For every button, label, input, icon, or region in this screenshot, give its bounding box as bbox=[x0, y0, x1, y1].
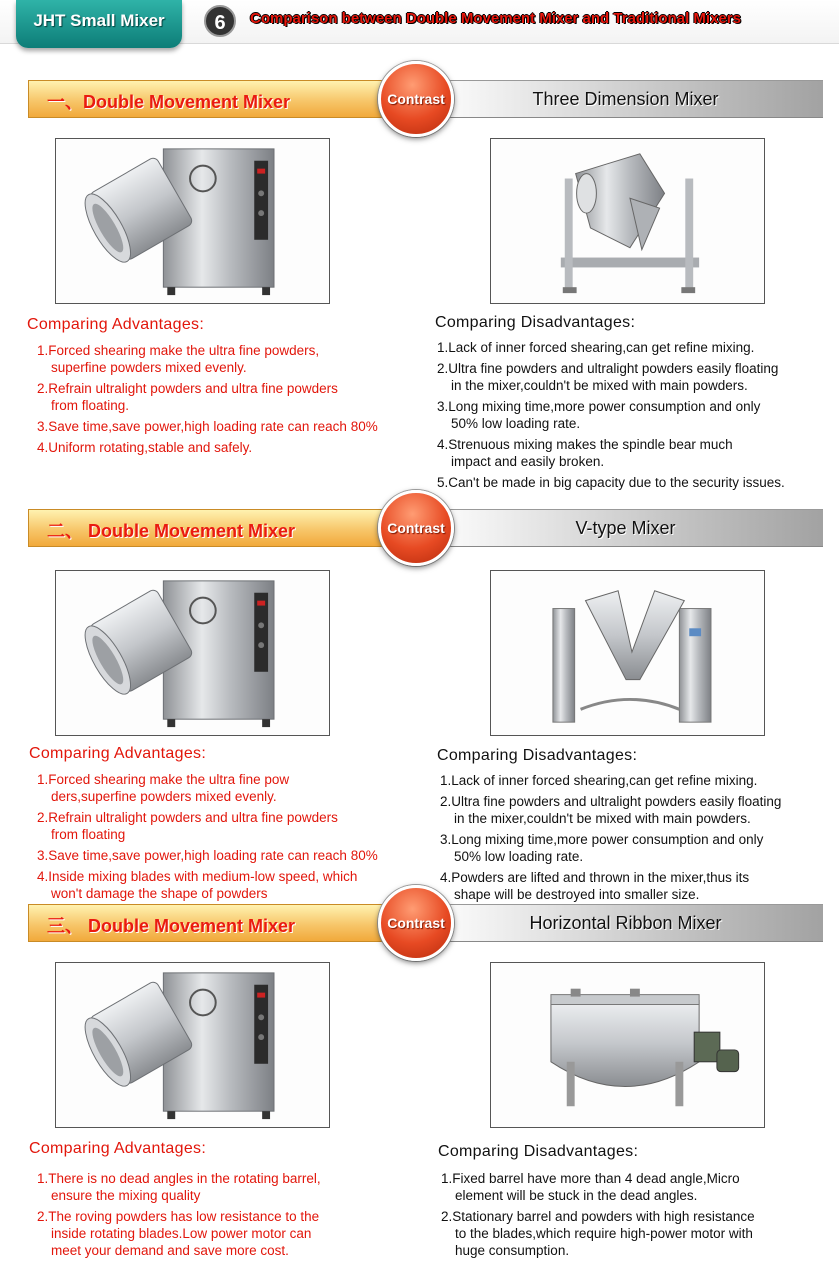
contrast-badge: Contrast bbox=[378, 490, 454, 566]
list-item: 4.Strenuous mixing makes the spindle bear much impact and easily broken. bbox=[437, 437, 733, 469]
disadvantages-list bbox=[440, 772, 781, 907]
section-1-left-bar bbox=[28, 80, 393, 118]
top-header bbox=[0, 0, 839, 44]
advantages-heading: Comparing Advantages: bbox=[29, 745, 207, 762]
list-item: 1.Forced shearing make the ultra fine powders, superfine powders mixed evenly. bbox=[37, 343, 320, 375]
contrast-badge: Contrast bbox=[378, 885, 454, 961]
list-item: 3.Long mixing time,more power consumption and only 50% low loading rate. bbox=[440, 832, 764, 864]
advantages-heading: Comparing Advantages: bbox=[29, 1140, 207, 1157]
list-item: 1.Fixed barrel have more than 4 dead angle,Micro element will be stuck in the dead angles. bbox=[441, 1171, 740, 1203]
disadvantages-heading: Comparing Disadvantages: bbox=[437, 747, 638, 764]
horizontal-ribbon-mixer-photo bbox=[490, 962, 765, 1128]
brand-tab: JHT Small Mixer bbox=[16, 0, 182, 48]
section-bar-1 bbox=[28, 80, 823, 118]
section-3-right-label: Horizontal Ribbon Mixer bbox=[529, 913, 722, 933]
section-3-left-bar bbox=[28, 904, 393, 942]
section-2-right-bar bbox=[428, 509, 823, 547]
section-2-left-label: 二、 Double Movement Mixer bbox=[47, 521, 296, 541]
page-title: Comparison between Double Movement Mixer and Traditional Mixers bbox=[250, 10, 741, 27]
section-2-left-bar bbox=[28, 509, 393, 547]
disadvantages-heading: Comparing Disadvantages: bbox=[438, 1143, 639, 1160]
section-bar-2 bbox=[28, 509, 823, 547]
disadvantages-list bbox=[437, 339, 785, 495]
list-item: 5.Can't be made in big capacity due to the security issues. bbox=[437, 475, 785, 490]
disadvantages-list bbox=[441, 1170, 755, 1259]
list-item: 3.Save time,save power,high loading rate can reach 80% bbox=[37, 419, 378, 434]
list-item: 2.Refrain ultralight powders and ultra fine powders from floating bbox=[37, 810, 338, 842]
section-bar-3 bbox=[28, 904, 823, 942]
advantages-list bbox=[37, 342, 378, 460]
list-item: 1.Forced shearing make the ultra fine pow ders,superfine powders mixed evenly. bbox=[37, 772, 290, 804]
list-item: 2.Ultra fine powders and ultralight powders easily floating in the mixer,couldn't be mixed with main powders. bbox=[437, 361, 779, 393]
v-type-mixer-photo bbox=[490, 570, 765, 736]
list-item: 4.Uniform rotating,stable and safely. bbox=[37, 440, 253, 455]
list-item: 1.Lack of inner forced shearing,can get refine mixing. bbox=[440, 773, 758, 788]
step-number-badge: 6 bbox=[204, 5, 236, 37]
list-item: 3.Long mixing time,more power consumption and only 50% low loading rate. bbox=[437, 399, 761, 431]
section-1-right-bar bbox=[428, 80, 823, 118]
list-item: 2.Stationary barrel and powders with high resistance to the blades,which require high-power motor with huge consumption. bbox=[441, 1209, 755, 1258]
advantages-heading: Comparing Advantages: bbox=[27, 316, 205, 333]
disadvantages-heading: Comparing Disadvantages: bbox=[435, 314, 636, 331]
section-1-right-label: Three Dimension Mixer bbox=[532, 89, 719, 109]
list-item: 4.Inside mixing blades with medium-low speed, which won't damage the shape of powders bbox=[37, 869, 358, 901]
double-movement-mixer-photo bbox=[55, 962, 330, 1128]
section-1-left-label: 一、Double Movement Mixer bbox=[47, 92, 291, 112]
list-item: 1.Lack of inner forced shearing,can get refine mixing. bbox=[437, 340, 755, 355]
double-movement-mixer-photo bbox=[55, 138, 330, 304]
list-item: 2.Ultra fine powders and ultralight powders easily floating in the mixer,couldn't be mixed with main powders. bbox=[440, 794, 782, 826]
list-item: 2.Refrain ultralight powders and ultra fine powders from floating. bbox=[37, 381, 338, 413]
list-item: 4.Powders are lifted and thrown in the mixer,thus its shape will be destroyed into smaller size. bbox=[440, 870, 750, 902]
list-item: 1.There is no dead angles in the rotating barrel, ensure the mixing quality bbox=[37, 1171, 321, 1203]
double-movement-mixer-photo bbox=[55, 570, 330, 736]
three-dimension-mixer-photo bbox=[490, 138, 765, 304]
advantages-list bbox=[37, 771, 378, 906]
contrast-badge: Contrast bbox=[378, 61, 454, 137]
advantages-list bbox=[37, 1170, 321, 1259]
section-3-right-bar bbox=[428, 904, 823, 942]
section-3-left-label: 三、 Double Movement Mixer bbox=[47, 916, 296, 936]
section-2-right-label: V-type Mixer bbox=[575, 518, 676, 538]
list-item: 3.Save time,save power,high loading rate can reach 80% bbox=[37, 848, 378, 863]
list-item: 2.The roving powders has low resistance to the inside rotating blades.Low power motor can meet your demand and save more cost. bbox=[37, 1209, 320, 1258]
